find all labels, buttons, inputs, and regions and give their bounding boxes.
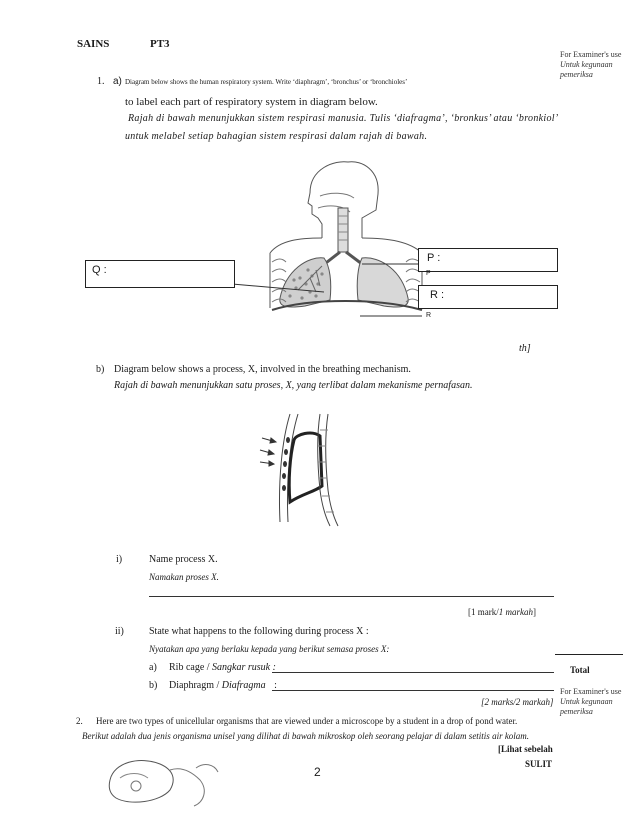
q1a-text-en-2: to label each part of respiratory system in diagram below. — [125, 96, 378, 108]
unicellular-organism-sketch — [100, 750, 230, 810]
q1b-ii-b-label-ms: Diafragma — [221, 680, 266, 691]
examiner-note-ms: Untuk kegunaan pemeriksa — [560, 60, 613, 79]
examiner-note-2-ms: Untuk kegunaan pemeriksa — [560, 697, 613, 716]
footer-sulit: SULIT — [525, 759, 553, 769]
total-box — [555, 654, 623, 681]
q1b-i-question-en: Name process X. — [149, 554, 218, 565]
q1b-ii-a-answer-line[interactable] — [272, 672, 554, 673]
q1b-text-ms: Rajah di bawah menunjukkan satu proses, X, yang terlibat dalam mekanisme pernafasan. — [114, 380, 473, 391]
label-box-q[interactable] — [85, 260, 235, 288]
q1b-ii-a-letter: a) — [149, 662, 157, 673]
q1b-ii-b-answer-line[interactable] — [272, 690, 554, 691]
examiner-note-2 — [560, 687, 624, 717]
q1b-ii-num: ii) — [115, 626, 124, 637]
subject-header: SAINS — [77, 38, 110, 50]
examiner-note-en: For Examiner's use — [560, 50, 622, 59]
q1b-i-marks-close: ] — [533, 607, 536, 617]
q1b-ii-question-en: State what happens to the following during process X : — [149, 626, 369, 637]
q1a-marks-fragment: th] — [519, 343, 531, 354]
q1b-ii-a-label-en: Rib cage / — [169, 662, 210, 673]
q2-text-en: Here are two types of unicellular organisms that are viewed under a microscope by a student in a drop of pond water. — [96, 716, 518, 726]
q1b-ii-a-label-ms: Sangkar rusuk : — [212, 662, 276, 673]
label-p-text: P : — [427, 252, 441, 264]
q1b-i-marks-en: [1 mark/ — [468, 607, 499, 617]
page-number: 2 — [314, 765, 321, 779]
q1b-letter: b) — [96, 364, 105, 375]
q1b-i-question-ms: Namakan proses X. — [149, 572, 219, 582]
q1b-ii-b-colon: : — [274, 680, 277, 691]
q1-number: 1. — [97, 76, 105, 87]
q1b-ii-b-label-en: Diaphragm / — [169, 680, 220, 691]
q1b-i-marks — [468, 607, 536, 617]
q1b-ii-question-ms: Nyatakan apa yang berlaku kepada yang berikut semasa proses X: — [149, 644, 390, 654]
q1a-text-en-1: Diagram below shows the human respiratory system. Write ‘diaphragm’, ‘bronchus’ or ‘bronchioles’ — [125, 78, 408, 86]
q1b-i-num: i) — [116, 554, 123, 565]
total-label: Total — [570, 665, 590, 675]
q1a-text-ms-1: Rajah di bawah menunjukkan sistem respirasi manusia. Tulis ‘diafragma’, ‘bronkus’ atau ‘bronkiol’ — [128, 113, 559, 124]
q1a-letter: a) — [113, 76, 122, 87]
q2-number: 2. — [76, 716, 83, 726]
label-q-leader-line — [230, 270, 330, 300]
diagram-p-marker: P — [426, 270, 431, 277]
label-r-text: R : — [430, 289, 445, 301]
label-q-text: Q : — [92, 264, 107, 276]
q1b-ii-a-label — [169, 662, 276, 673]
q1b-text-en: Diagram below shows a process, X, involved in the breathing mechanism. — [114, 364, 411, 375]
q1b-ii-b-letter: b) — [149, 680, 158, 691]
q2-text-ms: Berikut adalah dua jenis organisma unisel yang dilihat di bawah mikroskop oleh seorang pelajar di dalam setitis air kolam. — [82, 731, 530, 741]
footer-turn-over: [Lihat sebelah — [498, 744, 553, 754]
examiner-note — [560, 50, 624, 80]
q1b-ii-b-label — [169, 680, 277, 691]
form-header: PT3 — [150, 38, 170, 50]
examiner-note-2-en: For Examiner's use — [560, 687, 622, 696]
q1b-i-marks-ms: 1 markah — [498, 607, 533, 617]
diagram-r-marker: R — [426, 312, 432, 319]
q1a-text-ms-2: untuk melabel setiap bahagian sistem respirasi dalam rajah di bawah. — [125, 131, 428, 142]
breathing-mechanism-diagram — [250, 410, 350, 530]
q1b-i-answer-line[interactable] — [149, 596, 554, 597]
q1b-ii-marks: [2 marks/2 markah] — [481, 697, 554, 707]
